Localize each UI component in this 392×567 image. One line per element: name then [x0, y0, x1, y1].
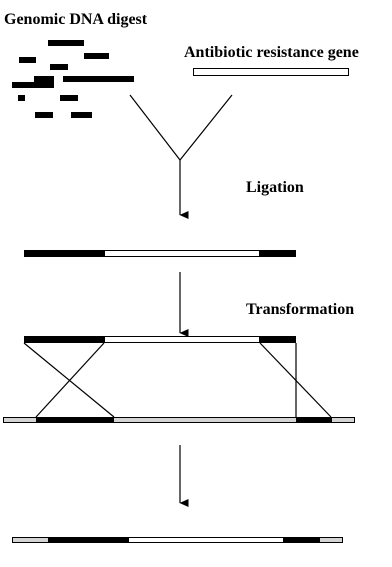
- transformation-step-label: Transformation: [246, 301, 355, 318]
- transformation-construct: [24, 336, 296, 343]
- flank-left: [24, 336, 104, 343]
- dna-fragment: [34, 76, 54, 82]
- dna-fragment: [84, 53, 109, 59]
- target-segment-right: [296, 417, 332, 423]
- disrupted-chromosome: [13, 537, 343, 543]
- dna-fragment: [18, 95, 25, 101]
- resistance-gene-insert: [129, 538, 284, 543]
- flank-right: [260, 250, 296, 257]
- antibiotic-resistance-gene-label: Antibiotic resistance gene: [184, 44, 359, 61]
- flank-right: [260, 336, 296, 343]
- flank-right: [284, 537, 320, 543]
- dna-fragment: [35, 112, 53, 118]
- ligation-step-label: Ligation: [246, 179, 304, 196]
- host-chromosome: [4, 417, 355, 423]
- merge-lines: [130, 95, 232, 215]
- target-segment-left: [36, 417, 114, 423]
- resistance-gene-insert: [105, 251, 260, 257]
- dna-fragment: [12, 82, 54, 88]
- genomic-dna-digest-label: Genomic DNA digest: [4, 11, 148, 28]
- dna-fragment: [48, 40, 84, 46]
- dna-fragment: [63, 76, 134, 82]
- dna-fragment: [50, 64, 68, 70]
- dna-fragment: [60, 95, 78, 101]
- crossover-lines: [24, 343, 331, 417]
- flank-left: [24, 250, 104, 257]
- dna-fragment: [19, 57, 36, 63]
- dna-fragment: [71, 112, 92, 118]
- flank-left: [48, 537, 128, 543]
- genomic-dna-fragments: [12, 40, 134, 118]
- resistance-gene-insert: [105, 337, 260, 343]
- ligated-construct: [24, 250, 296, 257]
- antibiotic-resistance-gene-bar: [194, 69, 349, 76]
